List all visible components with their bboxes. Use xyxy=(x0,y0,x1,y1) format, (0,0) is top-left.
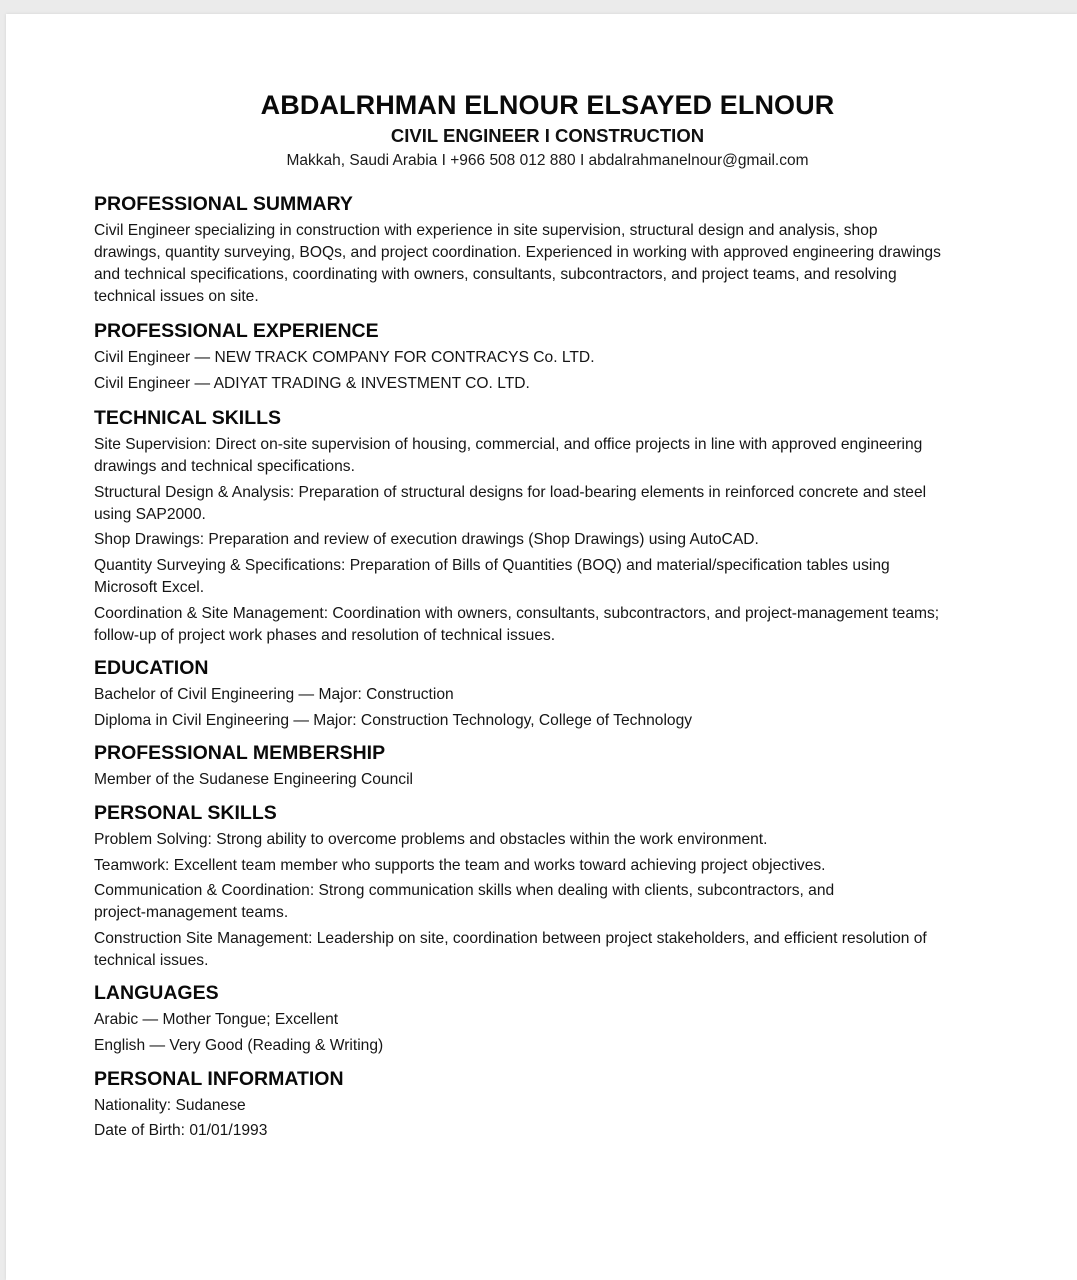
section-personal-information xyxy=(94,1067,1014,1143)
section-title-languages: LANGUAGES xyxy=(94,982,219,1005)
resume-page xyxy=(6,14,1077,1280)
experience-item: Civil Engineer — ADIYAT TRADING & INVESTMENT CO. LTD. xyxy=(94,374,530,392)
section-title-technical-skills: TECHNICAL SKILLS xyxy=(94,407,282,430)
candidate-name: ABDALRHMAN ELNOUR ELSAYED ELNOUR xyxy=(260,90,835,120)
personal-skill-item xyxy=(94,928,1014,972)
technical-skill-item xyxy=(94,555,1014,599)
education-item: Bachelor of Civil Engineering — Major: Construction xyxy=(94,686,454,704)
technical-skill-line: Structural Design & Analysis: Preparation of structural designs for load-bearing elements in reinforced concrete and steel xyxy=(94,483,927,501)
personal-skill-item xyxy=(94,855,1014,877)
technical-skill-line: Quantity Surveying & Specifications: Preparation of Bills of Quantities (BOQ) and material/specification tables using xyxy=(94,556,890,574)
technical-skill-line: Shop Drawings: Preparation and review of execution drawings (Shop Drawings) using AutoCAD. xyxy=(94,531,759,549)
personal-skill-line: Construction Site Management: Leadership on site, coordination between project stakeholders, and efficient resolution of xyxy=(94,929,927,947)
personal-skill-line: Teamwork: Excellent team member who supports the team and works toward achieving project objectives. xyxy=(94,856,826,874)
section-technical-skills xyxy=(94,406,1014,646)
language-item: English — Very Good (Reading & Writing) xyxy=(94,1036,384,1054)
section-title-membership: PROFESSIONAL MEMBERSHIP xyxy=(94,742,386,765)
resume-body xyxy=(94,192,1014,1146)
personal-skill-item xyxy=(94,829,1014,851)
personal-skill-line: project-management teams. xyxy=(94,904,289,922)
language-item: Arabic — Mother Tongue; Excellent xyxy=(94,1011,339,1029)
personal-info-item: Date of Birth: 01/01/1993 xyxy=(94,1122,268,1140)
technical-skill-item xyxy=(94,529,1014,551)
contact-line: Makkah, Saudi Arabia I +966 508 012 880 I abdalrahmanelnour@gmail.com xyxy=(286,152,809,169)
personal-skill-item xyxy=(94,880,1014,924)
section-title-personal-skills: PERSONAL SKILLS xyxy=(94,801,277,824)
section-title-experience: PROFESSIONAL EXPERIENCE xyxy=(94,320,379,342)
technical-skill-line: Site Supervision: Direct on-site supervision of housing, commercial, and office projects in line with approved engineering xyxy=(94,436,923,454)
personal-skill-line: technical issues. xyxy=(94,951,209,969)
section-personal-skills xyxy=(94,801,1014,972)
technical-skill-line: follow-up of project work phases and resolution of technical issues. xyxy=(94,626,556,644)
education-item: Diploma in Civil Engineering — Major: Construction Technology, College of Technology xyxy=(94,711,693,729)
technical-skill-line: Microsoft Excel. xyxy=(94,578,205,596)
section-title-education: EDUCATION xyxy=(94,657,209,680)
section-experience xyxy=(94,319,1014,395)
summary-line: and technical specifications, coordinating with owners, consultants, subcontractors, and project teams, and resolving xyxy=(94,266,897,283)
personal-skill-line: Problem Solving: Strong ability to overcome problems and obstacles within the work environment. xyxy=(94,830,768,848)
section-education xyxy=(94,656,1014,732)
technical-skill-item xyxy=(94,434,1014,478)
summary-line: drawings, quantity surveying, BOQs, and project coordination. Experienced in working with approved engineering drawings xyxy=(94,244,941,261)
section-title-personal-information: PERSONAL INFORMATION xyxy=(94,1067,344,1090)
section-summary xyxy=(94,192,1014,308)
experience-item: Civil Engineer — NEW TRACK COMPANY FOR CONTRACYS Co. LTD. xyxy=(94,349,595,366)
technical-skill-item xyxy=(94,603,1014,647)
membership-item: Member of the Sudanese Engineering Council xyxy=(94,771,414,789)
technical-skill-line: Coordination & Site Management: Coordination with owners, consultants, subcontractors, and project-management teams; xyxy=(94,604,940,622)
section-languages xyxy=(94,981,1014,1057)
technical-skill-line: drawings and technical specifications. xyxy=(94,458,355,476)
summary-line: Civil Engineer specializing in construction with experience in site supervision, structural design and analysis, shop xyxy=(94,222,878,239)
candidate-role: CIVIL ENGINEER I CONSTRUCTION xyxy=(390,125,705,146)
summary-line: technical issues on site. xyxy=(94,288,259,305)
technical-skill-line: using SAP2000. xyxy=(94,505,206,523)
technical-skill-item xyxy=(94,482,1014,526)
personal-skill-line: Communication & Coordination: Strong communication skills when dealing with clients, subcontractors, and xyxy=(94,882,835,900)
section-title-summary: PROFESSIONAL SUMMARY xyxy=(94,193,353,215)
section-membership xyxy=(94,741,1014,791)
resume-header xyxy=(6,89,1077,171)
personal-info-item: Nationality: Sudanese xyxy=(94,1096,246,1114)
